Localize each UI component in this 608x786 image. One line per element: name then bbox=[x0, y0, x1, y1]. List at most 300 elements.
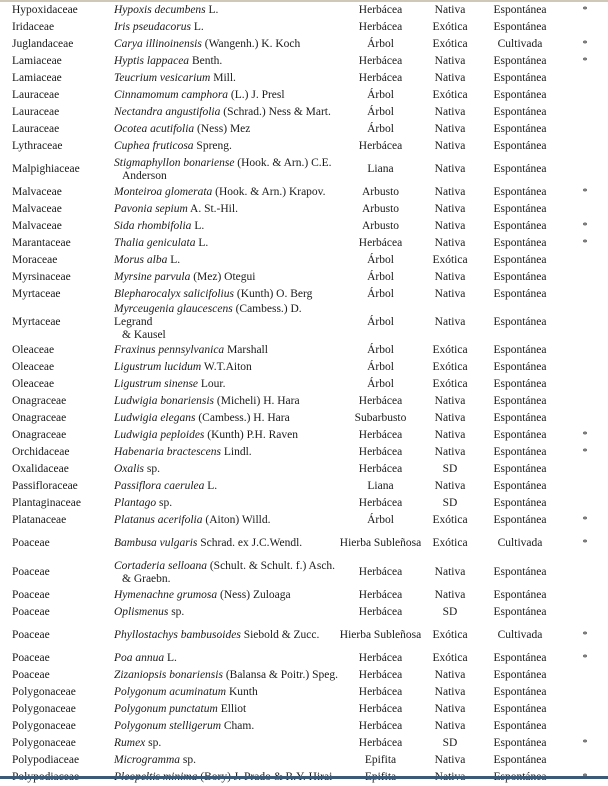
table-row bbox=[0, 269, 608, 286]
species-binomial: Ludwigia bonariensis bbox=[114, 395, 215, 407]
table-row bbox=[0, 359, 608, 376]
species-author-continued: & Graebn. bbox=[122, 572, 171, 585]
table-row bbox=[0, 495, 608, 512]
asterisk-mark bbox=[562, 558, 608, 587]
species-binomial: Ligustrum lucidum bbox=[114, 361, 202, 373]
species-author: sp. bbox=[171, 606, 185, 618]
life-form-cell: Herbácea bbox=[358, 652, 403, 664]
table-row bbox=[0, 512, 608, 529]
life-form-cell: Árbol bbox=[367, 316, 394, 328]
status-cell: Espontánea bbox=[493, 21, 547, 33]
asterisk-mark bbox=[562, 138, 608, 155]
species-author: (Wangenh.) K. Koch bbox=[204, 38, 301, 50]
status-cell: Cultivada bbox=[497, 38, 543, 50]
origin-cell: Nativa bbox=[434, 203, 466, 215]
asterisk-mark bbox=[562, 155, 608, 184]
species-author: (Ness) Mez bbox=[197, 123, 251, 135]
origin-cell: Nativa bbox=[434, 4, 466, 16]
origin-cell: Nativa bbox=[434, 720, 466, 732]
species-author: L. bbox=[167, 652, 177, 664]
species-author: sp. bbox=[146, 463, 161, 475]
life-form-cell: Herbácea bbox=[358, 566, 403, 578]
family-cell: Oleaceae bbox=[12, 344, 55, 356]
table-row bbox=[0, 286, 608, 303]
status-cell: Espontánea bbox=[493, 463, 547, 475]
status-cell: Espontánea bbox=[493, 669, 547, 681]
status-cell: Espontánea bbox=[493, 497, 547, 509]
species-cell bbox=[114, 604, 339, 621]
family-cell: Polygonaceae bbox=[12, 720, 76, 732]
species-cell bbox=[114, 138, 339, 155]
life-form-cell: Árbol bbox=[367, 344, 394, 356]
status-cell: Espontánea bbox=[493, 720, 547, 732]
status-cell: Espontánea bbox=[493, 378, 547, 390]
species-cell bbox=[114, 701, 339, 718]
table-row bbox=[0, 410, 608, 427]
species-author: (Kunth) O. Berg bbox=[236, 288, 313, 300]
origin-cell: Nativa bbox=[434, 589, 466, 601]
species-author: (Hook. & Arn.) Krapov. bbox=[215, 186, 326, 198]
origin-cell: Exótica bbox=[432, 652, 468, 664]
origin-cell: Exótica bbox=[432, 361, 468, 373]
asterisk-mark bbox=[562, 104, 608, 121]
asterisk-mark bbox=[562, 359, 608, 376]
life-form-cell: Árbol bbox=[367, 106, 394, 118]
origin-cell: Nativa bbox=[434, 140, 466, 152]
species-cell bbox=[114, 410, 339, 427]
species-cell bbox=[114, 342, 339, 359]
origin-cell: Exótica bbox=[432, 344, 468, 356]
species-binomial: Oplismenus bbox=[114, 606, 169, 618]
asterisk-mark bbox=[562, 495, 608, 512]
status-cell: Espontánea bbox=[493, 288, 547, 300]
table-row bbox=[0, 201, 608, 218]
family-cell: Malpighiaceae bbox=[12, 163, 80, 175]
species-binomial: Microgramma bbox=[114, 754, 181, 766]
species-author: Lindl. bbox=[223, 446, 252, 458]
origin-cell: Exótica bbox=[432, 21, 468, 33]
origin-cell: Nativa bbox=[434, 237, 466, 249]
species-binomial: Plantago bbox=[114, 497, 157, 509]
status-cell: Espontánea bbox=[493, 163, 547, 175]
species-author: (Mez) Otegui bbox=[193, 271, 256, 283]
life-form-cell: Herbácea bbox=[358, 463, 403, 475]
family-cell: Poaceae bbox=[12, 652, 50, 664]
life-form-cell: Árbol bbox=[367, 271, 394, 283]
asterisk-mark bbox=[562, 376, 608, 393]
table-row bbox=[0, 138, 608, 155]
life-form-cell: Árbol bbox=[367, 89, 394, 101]
status-cell: Espontánea bbox=[493, 446, 547, 458]
asterisk-mark bbox=[562, 87, 608, 104]
family-cell: Oleaceae bbox=[12, 361, 55, 373]
origin-cell: Nativa bbox=[434, 686, 466, 698]
asterisk-mark: * bbox=[582, 630, 588, 641]
family-cell: Myrsinaceae bbox=[12, 271, 71, 283]
life-form-cell: Herbácea bbox=[358, 703, 403, 715]
species-cell bbox=[114, 667, 339, 684]
origin-cell: SD bbox=[442, 606, 458, 618]
species-binomial: Zizaniopsis bonariensis bbox=[114, 669, 223, 681]
table-row bbox=[0, 684, 608, 701]
species-binomial: Fraxinus pennsylvanica bbox=[114, 344, 225, 356]
species-cell bbox=[114, 70, 339, 87]
species-binomial: Stigmaphyllon bonariense bbox=[114, 156, 235, 169]
life-form-cell: Liana bbox=[367, 163, 394, 175]
status-cell: Espontánea bbox=[493, 737, 547, 749]
life-form-cell: Hierba Subleñosa bbox=[339, 629, 422, 641]
table-row bbox=[0, 184, 608, 201]
species-binomial: Blepharocalyx salicifolius bbox=[114, 288, 234, 300]
species-cell bbox=[114, 87, 339, 104]
species-cell bbox=[114, 218, 339, 235]
asterisk-mark bbox=[562, 286, 608, 303]
origin-cell: Exótica bbox=[432, 89, 468, 101]
life-form-cell: Hierba Subleñosa bbox=[339, 537, 422, 549]
family-cell: Platanaceae bbox=[12, 514, 67, 526]
family-cell: Lythraceae bbox=[12, 140, 63, 152]
status-cell: Espontánea bbox=[493, 237, 547, 249]
asterisk-mark bbox=[562, 342, 608, 359]
status-cell: Espontánea bbox=[493, 55, 547, 67]
asterisk-mark bbox=[562, 252, 608, 269]
origin-cell: Exótica bbox=[432, 629, 468, 641]
life-form-cell: Árbol bbox=[367, 123, 394, 135]
species-author: L. bbox=[207, 480, 218, 492]
asterisk-mark: * bbox=[582, 653, 588, 664]
origin-cell: SD bbox=[442, 497, 458, 509]
species-author: A. St.-Hil. bbox=[190, 203, 238, 215]
species-author: (Schrad.) Ness & Mart. bbox=[223, 106, 331, 118]
status-cell: Espontánea bbox=[493, 361, 547, 373]
species-cell bbox=[114, 621, 339, 650]
species-author: (Cambess.) D. Legrand bbox=[114, 303, 302, 328]
species-binomial: Hyptis lappacea bbox=[114, 55, 190, 67]
life-form-cell: Herbácea bbox=[358, 686, 403, 698]
origin-cell: Nativa bbox=[434, 55, 466, 67]
origin-cell: Exótica bbox=[432, 537, 468, 549]
species-author: L. bbox=[208, 4, 219, 16]
species-binomial: Polygonum stelligerum bbox=[114, 720, 221, 732]
family-cell: Onagraceae bbox=[12, 429, 67, 441]
life-form-cell: Árbol bbox=[367, 38, 394, 50]
species-cell bbox=[114, 495, 339, 512]
species-cell bbox=[114, 735, 339, 752]
species-cell bbox=[114, 184, 339, 201]
species-cell bbox=[114, 286, 339, 303]
life-form-cell: Arbusto bbox=[361, 203, 400, 215]
status-cell: Espontánea bbox=[493, 395, 547, 407]
species-cell bbox=[114, 269, 339, 286]
species-binomial: Hymenachne grumosa bbox=[114, 589, 218, 601]
asterisk-mark: * bbox=[582, 187, 588, 198]
status-cell: Espontánea bbox=[493, 652, 547, 664]
family-cell: Malvaceae bbox=[12, 220, 62, 232]
origin-cell: Nativa bbox=[434, 669, 466, 681]
origin-cell: Exótica bbox=[432, 514, 468, 526]
species-binomial: Phyllostachys bambusoides bbox=[114, 629, 241, 641]
table-row bbox=[0, 444, 608, 461]
status-cell: Espontánea bbox=[493, 606, 547, 618]
family-cell: Poaceae bbox=[12, 537, 50, 549]
species-cell bbox=[114, 444, 339, 461]
status-cell: Espontánea bbox=[493, 566, 547, 578]
family-cell: Lamiaceae bbox=[12, 55, 62, 67]
status-cell: Espontánea bbox=[493, 89, 547, 101]
species-cell bbox=[114, 252, 339, 269]
family-cell: Poaceae bbox=[12, 606, 50, 618]
status-cell: Espontánea bbox=[493, 703, 547, 715]
species-binomial: Bambusa vulgaris bbox=[114, 537, 198, 549]
species-binomial: Polygonum punctatum bbox=[114, 703, 218, 715]
origin-cell: Nativa bbox=[434, 412, 466, 424]
species-author: Benth. bbox=[191, 55, 223, 67]
species-cell bbox=[114, 53, 339, 70]
asterisk-mark bbox=[562, 393, 608, 410]
species-cell bbox=[114, 718, 339, 735]
table-row bbox=[0, 376, 608, 393]
life-form-cell: Arbusto bbox=[361, 220, 400, 232]
species-author: (Hook. & Arn.) C.E. bbox=[237, 156, 332, 169]
table-row bbox=[0, 427, 608, 444]
family-cell: Onagraceae bbox=[12, 395, 67, 407]
family-cell: Hypoxidaceae bbox=[12, 4, 78, 16]
species-author: (L.) J. Presl bbox=[230, 89, 285, 101]
table-row bbox=[0, 218, 608, 235]
asterisk-mark bbox=[562, 19, 608, 36]
asterisk-mark bbox=[562, 604, 608, 621]
family-cell: Polygonaceae bbox=[12, 703, 76, 715]
life-form-cell: Herbácea bbox=[358, 446, 403, 458]
table-row bbox=[0, 701, 608, 718]
status-cell: Espontánea bbox=[493, 186, 547, 198]
species-binomial: Hypoxis decumbens bbox=[114, 4, 206, 16]
status-cell: Espontánea bbox=[493, 123, 547, 135]
life-form-cell: Herbácea bbox=[358, 140, 403, 152]
asterisk-mark bbox=[562, 478, 608, 495]
origin-cell: Exótica bbox=[432, 378, 468, 390]
species-binomial: Ludwigia peploides bbox=[114, 429, 205, 441]
species-author: L. bbox=[193, 21, 204, 33]
species-binomial: Nectandra angustifolia bbox=[114, 106, 221, 118]
asterisk-mark bbox=[562, 461, 608, 478]
family-cell: Lauraceae bbox=[12, 89, 60, 101]
family-cell: Poaceae bbox=[12, 589, 50, 601]
family-cell: Poaceae bbox=[12, 629, 50, 641]
asterisk-mark bbox=[562, 410, 608, 427]
life-form-cell: Herbácea bbox=[358, 589, 403, 601]
species-binomial: Polygonum acuminatum bbox=[114, 686, 227, 698]
asterisk-mark bbox=[562, 667, 608, 684]
origin-cell: Nativa bbox=[434, 754, 466, 766]
species-cell bbox=[114, 512, 339, 529]
family-cell: Moraceae bbox=[12, 254, 58, 266]
table-row bbox=[0, 558, 608, 587]
species-cell bbox=[114, 427, 339, 444]
family-cell: Poaceae bbox=[12, 566, 50, 578]
species-binomial: Oxalis bbox=[114, 463, 145, 475]
asterisk-mark bbox=[562, 269, 608, 286]
asterisk-mark bbox=[562, 684, 608, 701]
species-author: Mill. bbox=[213, 72, 236, 84]
species-binomial: Rumex bbox=[114, 737, 146, 749]
status-cell: Espontánea bbox=[493, 686, 547, 698]
table-row bbox=[0, 303, 608, 342]
status-cell: Espontánea bbox=[493, 254, 547, 266]
status-cell: Espontánea bbox=[493, 4, 547, 16]
species-cell bbox=[114, 461, 339, 478]
table-row bbox=[0, 19, 608, 36]
life-form-cell: Epifita bbox=[364, 754, 397, 766]
species-binomial: Monteiroa glomerata bbox=[114, 186, 213, 198]
table-row bbox=[0, 70, 608, 87]
species-author: L. bbox=[194, 220, 205, 232]
life-form-cell: Herbácea bbox=[358, 429, 403, 441]
species-author: (Schult. & Schult. f.) Asch. bbox=[209, 559, 336, 572]
species-cell bbox=[114, 529, 339, 558]
family-cell: Malvaceae bbox=[12, 186, 62, 198]
species-binomial: Ludwigia elegans bbox=[114, 412, 196, 424]
species-binomial: Cinnamomum camphora bbox=[114, 89, 229, 101]
family-cell: Passifloraceae bbox=[12, 480, 78, 492]
status-cell: Espontánea bbox=[493, 203, 547, 215]
family-cell: Onagraceae bbox=[12, 412, 67, 424]
origin-cell: Nativa bbox=[434, 186, 466, 198]
origin-cell: Nativa bbox=[434, 480, 466, 492]
life-form-cell: Herbácea bbox=[358, 237, 403, 249]
life-form-cell: Árbol bbox=[367, 378, 394, 390]
asterisk-mark: * bbox=[582, 238, 588, 249]
life-form-cell: Herbácea bbox=[358, 4, 403, 16]
status-cell: Espontánea bbox=[493, 106, 547, 118]
status-cell: Espontánea bbox=[493, 316, 547, 328]
table-row bbox=[0, 121, 608, 138]
origin-cell: Exótica bbox=[432, 38, 468, 50]
asterisk-mark: * bbox=[582, 39, 588, 50]
species-author: Cham. bbox=[223, 720, 255, 732]
status-cell: Espontánea bbox=[493, 589, 547, 601]
life-form-cell: Árbol bbox=[367, 361, 394, 373]
species-binomial: Ocotea acutifolia bbox=[114, 123, 195, 135]
table-row bbox=[0, 621, 608, 650]
life-form-cell: Árbol bbox=[367, 514, 394, 526]
origin-cell: Nativa bbox=[434, 288, 466, 300]
life-form-cell: Árbol bbox=[367, 254, 394, 266]
family-cell: Lauraceae bbox=[12, 106, 60, 118]
species-binomial: Morus alba bbox=[114, 254, 168, 266]
table-row bbox=[0, 155, 608, 184]
origin-cell: Nativa bbox=[434, 106, 466, 118]
asterisk-mark bbox=[562, 752, 608, 769]
asterisk-mark bbox=[562, 70, 608, 87]
status-cell: Espontánea bbox=[493, 344, 547, 356]
life-form-cell: Subarbusto bbox=[354, 412, 407, 424]
status-cell: Cultivada bbox=[497, 537, 543, 549]
family-cell: Marantaceae bbox=[12, 237, 71, 249]
species-cell bbox=[114, 478, 339, 495]
family-cell: Polygonaceae bbox=[12, 737, 76, 749]
species-author: sp. bbox=[148, 737, 162, 749]
status-cell: Espontánea bbox=[493, 412, 547, 424]
origin-cell: SD bbox=[442, 463, 458, 475]
life-form-cell: Herbácea bbox=[358, 497, 403, 509]
species-author: Spreng. bbox=[196, 140, 232, 152]
species-cell bbox=[114, 587, 339, 604]
table-row bbox=[0, 461, 608, 478]
species-binomial: Platanus acerifolia bbox=[114, 514, 203, 526]
asterisk-mark bbox=[562, 303, 608, 342]
life-form-cell: Herbácea bbox=[358, 720, 403, 732]
species-author: Elliot bbox=[220, 703, 247, 715]
origin-cell: Nativa bbox=[434, 703, 466, 715]
species-author: sp. bbox=[159, 497, 173, 509]
table-row bbox=[0, 587, 608, 604]
species-cell bbox=[114, 19, 339, 36]
species-author: W.T.Aiton bbox=[203, 361, 252, 373]
table-row bbox=[0, 252, 608, 269]
species-author: (Kunth) P.H. Raven bbox=[207, 429, 298, 441]
life-form-cell: Herbácea bbox=[358, 395, 403, 407]
origin-cell: Nativa bbox=[434, 72, 466, 84]
family-cell: Polypodiaceae bbox=[12, 754, 80, 766]
origin-cell: Nativa bbox=[434, 163, 466, 175]
species-cell bbox=[114, 36, 339, 53]
species-binomial: Myrsine parvula bbox=[114, 271, 191, 283]
origin-cell: Exótica bbox=[432, 254, 468, 266]
asterisk-mark bbox=[562, 201, 608, 218]
species-author: (Balansa & Poitr.) Speg. bbox=[225, 669, 338, 681]
species-author: Marshall bbox=[227, 344, 268, 356]
species-binomial: Iris pseudacorus bbox=[114, 21, 191, 33]
life-form-cell: Herbácea bbox=[358, 606, 403, 618]
origin-cell: Nativa bbox=[434, 395, 466, 407]
family-cell: Myrtaceae bbox=[12, 288, 61, 300]
origin-cell: Nativa bbox=[434, 220, 466, 232]
life-form-cell: Arbusto bbox=[361, 186, 400, 198]
species-author: (Ness) Zuloaga bbox=[220, 589, 291, 601]
table-row bbox=[0, 604, 608, 621]
table-row bbox=[0, 2, 608, 19]
asterisk-mark: * bbox=[582, 5, 588, 16]
species-cell bbox=[114, 752, 339, 769]
species-author: Siebold & Zucc. bbox=[243, 629, 320, 641]
asterisk-mark bbox=[562, 718, 608, 735]
asterisk-mark: * bbox=[582, 738, 588, 749]
species-cell bbox=[114, 201, 339, 218]
origin-cell: SD bbox=[442, 737, 458, 749]
species-binomial: Cortaderia selloana bbox=[114, 559, 207, 572]
species-author: Kunth bbox=[228, 686, 258, 698]
family-cell: Iridaceae bbox=[12, 21, 55, 33]
species-binomial: Teucrium vesicarium bbox=[114, 72, 211, 84]
origin-cell: Nativa bbox=[434, 429, 466, 441]
species-author: sp. bbox=[182, 754, 196, 766]
status-cell: Espontánea bbox=[493, 220, 547, 232]
origin-cell: Nativa bbox=[434, 123, 466, 135]
species-author-continued: & Kausel bbox=[122, 329, 166, 341]
species-author: L. bbox=[170, 254, 181, 266]
life-form-cell: Herbácea bbox=[358, 72, 403, 84]
table-row bbox=[0, 393, 608, 410]
species-binomial: Carya illinoinensis bbox=[114, 38, 202, 50]
species-binomial: Myrceugenia glaucescens bbox=[114, 303, 233, 315]
table-row bbox=[0, 529, 608, 558]
asterisk-mark: * bbox=[582, 56, 588, 67]
species-binomial: Sida rhombifolia bbox=[114, 220, 192, 232]
species-author: Schrad. ex J.C.Wendl. bbox=[200, 537, 303, 549]
asterisk-mark bbox=[562, 121, 608, 138]
asterisk-mark bbox=[562, 587, 608, 604]
